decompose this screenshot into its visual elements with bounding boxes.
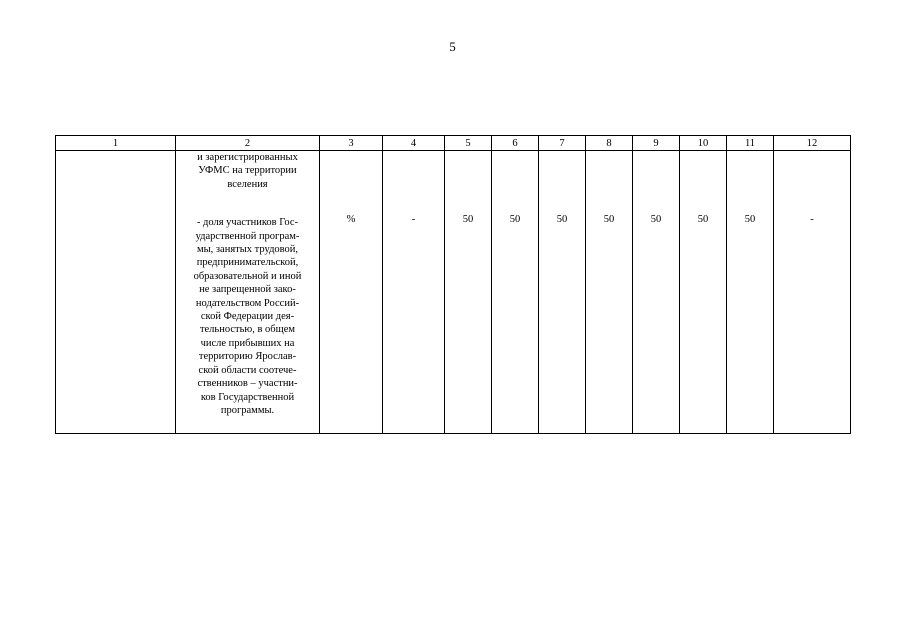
- cell-col6: [492, 151, 539, 434]
- table-header-row: [56, 136, 851, 151]
- column-header-11: 11: [727, 136, 774, 151]
- unit-value: %: [346, 214, 356, 225]
- indicator-description-share: - доля участников Гос- ударственной програм- мы, занятых трудовой, предпринимательской, образовательной и иной не запрещенной зако- нодательством Россий- ской Федерации дея- тельностью, в общем числе прибывших на территорию Ярослав- ской области соотече- ственников – участни- ков Государственной программы.: [193, 217, 302, 416]
- table-row: [56, 151, 851, 434]
- column-header-10: 10: [680, 136, 727, 151]
- cell-unit: [320, 151, 383, 434]
- column-header-2: 2: [176, 136, 320, 151]
- indicator-description-cell: [176, 151, 320, 434]
- cell-col8: [586, 151, 633, 434]
- value-col10: 50: [697, 214, 709, 225]
- column-header-8: 8: [586, 136, 633, 151]
- column-header-6: 6: [492, 136, 539, 151]
- column-header-9: 9: [633, 136, 680, 151]
- column-header-12: 12: [774, 136, 851, 151]
- column-header-1: 1: [56, 136, 176, 151]
- value-col4: -: [411, 214, 416, 225]
- cell-col9: [633, 151, 680, 434]
- cell-col12: [774, 151, 851, 434]
- page-number: 5: [449, 39, 456, 54]
- cell-col1: [56, 151, 176, 434]
- column-header-4: 4: [383, 136, 445, 151]
- value-col5: 50: [462, 214, 474, 225]
- column-header-5: 5: [445, 136, 492, 151]
- cell-col7: [539, 151, 586, 434]
- paragraph-gap: [176, 191, 319, 216]
- cell-col5: [445, 151, 492, 434]
- indicators-table: [55, 135, 851, 434]
- value-col7: 50: [556, 214, 568, 225]
- value-col9: 50: [650, 214, 662, 225]
- cell-col11: [727, 151, 774, 434]
- cell-col10: [680, 151, 727, 434]
- column-header-3: 3: [320, 136, 383, 151]
- value-col6: 50: [509, 214, 521, 225]
- value-col11: 50: [744, 214, 756, 225]
- cell-col4: [383, 151, 445, 434]
- value-col8: 50: [603, 214, 615, 225]
- indicator-description-continued: и зарегистрированных УФМС на территории вселения: [197, 152, 298, 190]
- value-col12: -: [810, 214, 814, 225]
- column-header-7: 7: [539, 136, 586, 151]
